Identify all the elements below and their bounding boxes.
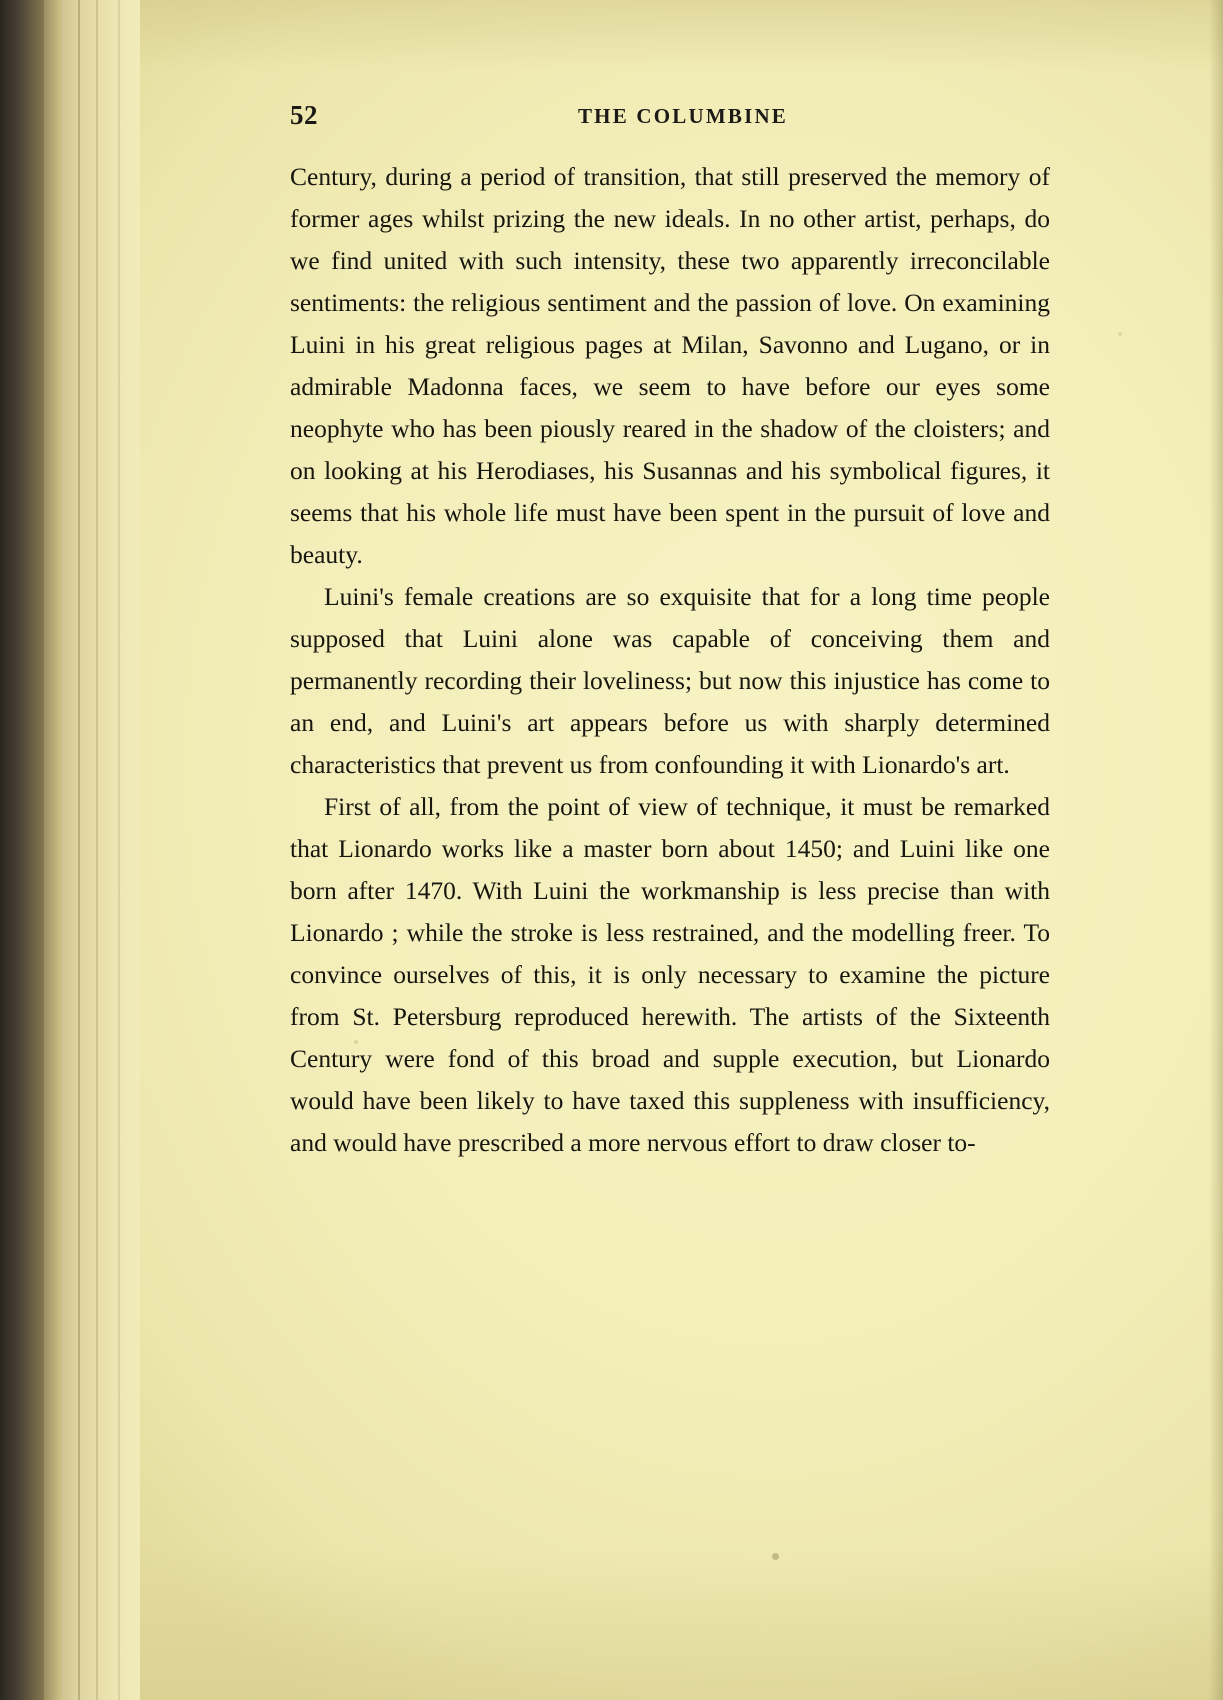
paragraph: Century, during a period of transition, that still preserved the memory of former ages whilst prizing the new ideals. In no other artist, perhaps, do we find united with such intensity, these two apparently irreconcilable sentiments: the religious sentiment and the passion of love. On examining Luini in his great religious pages at Milan, Savonno and Lugano, or in admirable Madonna faces, we seem to have before our eyes some neophyte who has been piously reared in the shadow of the cloisters; and on looking at his Herodiases, his Susannas and his symbolical figures, it seems that his whole life must have been spent in the pursuit of love and beauty. (290, 162, 1050, 569)
page-number: 52 (290, 100, 318, 130)
binding-shadow (0, 0, 48, 1700)
paper-top-shading (140, 0, 1223, 70)
ink-speck (1118, 332, 1122, 336)
page-header (290, 96, 1050, 142)
running-head: THE COLUMBINE (577, 104, 789, 128)
gutter-crease-1 (78, 0, 80, 1700)
paper-right-edge (1209, 0, 1223, 1700)
paper-bottom-shading (140, 1550, 1223, 1700)
paragraph: Luini's female creations are so exquisite that for a long time people supposed that Luini alone was capable of conceiving them and permanently recording their loveliness; but now this injustice has come to an end, and Luini's art appears before us with sharply determined characteristics that prevent us from confounding it with Lionardo's art. (290, 582, 1050, 779)
paragraph: First of all, from the point of view of technique, it must be remarked that Lionardo works like a master born about 1450; and Luini like one born after 1470. With Luini the workmanship is less precise than with Lionardo ; while the stroke is less restrained, and the modelling freer. To convince ourselves of this, it is only necessary to examine the picture from St. Petersburg reproduced herewith. The artists of the Sixteenth Century were fond of this broad and supple execution, but Lionardo would have been likely to have taxed this suppleness with insufficiency, and would have prescribed a more nervous effort to draw closer to- (290, 792, 1050, 1157)
text-column (290, 96, 1050, 1164)
gutter-crease-2 (96, 0, 98, 1700)
ink-speck (772, 1553, 779, 1560)
gutter-crease-3 (118, 0, 120, 1700)
